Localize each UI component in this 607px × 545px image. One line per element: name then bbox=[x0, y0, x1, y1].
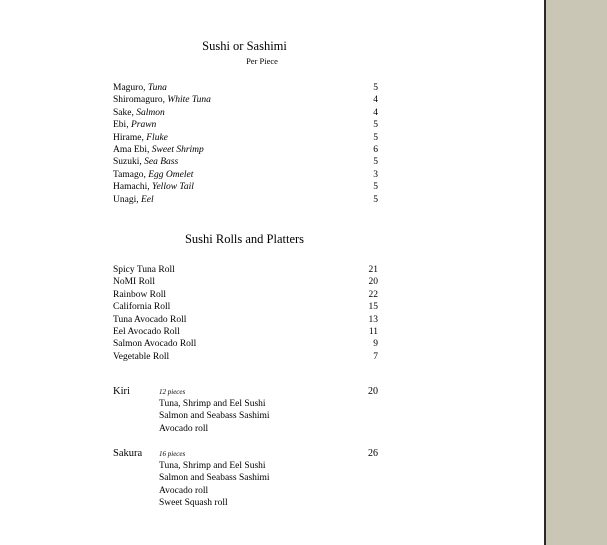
item-name: Hamachi, bbox=[113, 182, 153, 193]
item-name: Salmon Avocado Roll bbox=[113, 339, 197, 350]
rolls-section-title: Sushi Rolls and Platters bbox=[184, 232, 305, 246]
item-price: 11 bbox=[368, 326, 378, 337]
menu-row bbox=[113, 82, 378, 94]
platter-name: Kiri bbox=[113, 386, 130, 397]
menu-row bbox=[113, 194, 378, 206]
item-name: Ebi, bbox=[113, 120, 131, 131]
item-name: Shiromaguro, bbox=[113, 95, 168, 106]
menu-row bbox=[113, 289, 378, 301]
item-english: Yellow Tail bbox=[152, 182, 194, 193]
item-price: 5 bbox=[373, 194, 378, 205]
platter-name: Sakura bbox=[113, 448, 143, 459]
item-english: Egg Omelet bbox=[148, 169, 194, 180]
menu-row bbox=[113, 351, 378, 363]
platter-contents bbox=[159, 460, 270, 510]
menu-row bbox=[113, 338, 378, 350]
menu-row bbox=[113, 156, 378, 168]
item-price: 5 bbox=[373, 132, 378, 143]
item-name: Unagi, bbox=[113, 194, 141, 205]
rolls-list bbox=[113, 264, 378, 363]
item-name: Hirame, bbox=[113, 132, 147, 143]
item-price: 21 bbox=[368, 265, 378, 275]
item-english: Salmon bbox=[136, 107, 165, 118]
platter-piece-count: 16 pieces bbox=[159, 450, 186, 458]
item-name: Tamago, bbox=[113, 169, 149, 180]
menu-row bbox=[113, 94, 378, 106]
item-english: Eel bbox=[140, 194, 154, 205]
item-name: California Roll bbox=[113, 302, 171, 313]
item-name: NoMI Roll bbox=[113, 277, 155, 288]
item-price: 6 bbox=[373, 144, 378, 155]
item-price: 15 bbox=[368, 302, 378, 313]
item-price: 4 bbox=[373, 107, 378, 118]
viewer-background bbox=[546, 0, 607, 545]
item-price: 4 bbox=[373, 95, 378, 106]
menu-row bbox=[113, 169, 378, 181]
platter-item: Tuna, Shrimp and Eel Sushi bbox=[159, 399, 266, 409]
item-price: 22 bbox=[368, 289, 378, 300]
menu-row bbox=[113, 181, 378, 193]
item-english: Sea Bass bbox=[144, 157, 179, 168]
item-english: Tuna bbox=[147, 83, 167, 93]
item-name: Rainbow Roll bbox=[113, 289, 167, 300]
platter-item: Avocado roll bbox=[159, 485, 209, 496]
menu-row bbox=[113, 276, 378, 288]
platter-piece-count: 12 pieces bbox=[159, 388, 186, 396]
item-price: 3 bbox=[373, 169, 378, 180]
item-price: 5 bbox=[373, 157, 378, 168]
item-name: Maguro, bbox=[113, 83, 148, 93]
platter-item: Salmon and Seabass Sashimi bbox=[159, 473, 270, 484]
sashimi-section-subtitle: Per Piece bbox=[246, 56, 278, 66]
platter-item: Salmon and Seabass Sashimi bbox=[159, 411, 270, 422]
item-english: Prawn bbox=[130, 120, 157, 131]
item-price: 20 bbox=[368, 277, 378, 288]
platter-sakura bbox=[113, 448, 378, 520]
menu-row bbox=[113, 132, 378, 144]
menu-row bbox=[113, 264, 378, 276]
item-name: Tuna Avocado Roll bbox=[113, 314, 187, 325]
item-english: Fluke bbox=[146, 132, 168, 143]
item-price: 5 bbox=[373, 182, 378, 193]
menu-row bbox=[113, 107, 378, 119]
item-price: 5 bbox=[373, 83, 378, 93]
platter-item: Tuna, Shrimp and Eel Sushi bbox=[159, 461, 266, 471]
platter-price: 26 bbox=[368, 448, 378, 459]
item-name: Spicy Tuna Roll bbox=[113, 265, 175, 275]
item-english: White Tuna bbox=[167, 95, 211, 106]
sashimi-section-title: Sushi or Sashimi bbox=[202, 39, 287, 53]
menu-row bbox=[113, 119, 378, 131]
item-price: 5 bbox=[373, 120, 378, 131]
menu-row bbox=[113, 326, 378, 338]
item-name: Suzuki, bbox=[113, 157, 145, 168]
item-english: Sweet Shrimp bbox=[151, 144, 204, 155]
platter-price: 20 bbox=[368, 386, 378, 397]
platter-kiri bbox=[113, 386, 378, 446]
item-price: 7 bbox=[373, 351, 378, 362]
menu-row bbox=[113, 144, 378, 156]
item-price: 13 bbox=[368, 314, 378, 325]
platter-item: Avocado roll bbox=[159, 423, 209, 434]
item-name: Ama Ebi, bbox=[113, 144, 152, 155]
item-price: 9 bbox=[373, 339, 378, 350]
item-name: Eel Avocado Roll bbox=[113, 326, 180, 337]
item-name: Sake, bbox=[113, 107, 137, 118]
item-name: Vegetable Roll bbox=[113, 351, 170, 362]
menu-row bbox=[113, 314, 378, 326]
menu-row bbox=[113, 301, 378, 313]
sashimi-list bbox=[113, 82, 378, 206]
platter-contents bbox=[159, 398, 270, 435]
platter-item: Sweet Squash roll bbox=[159, 498, 228, 509]
